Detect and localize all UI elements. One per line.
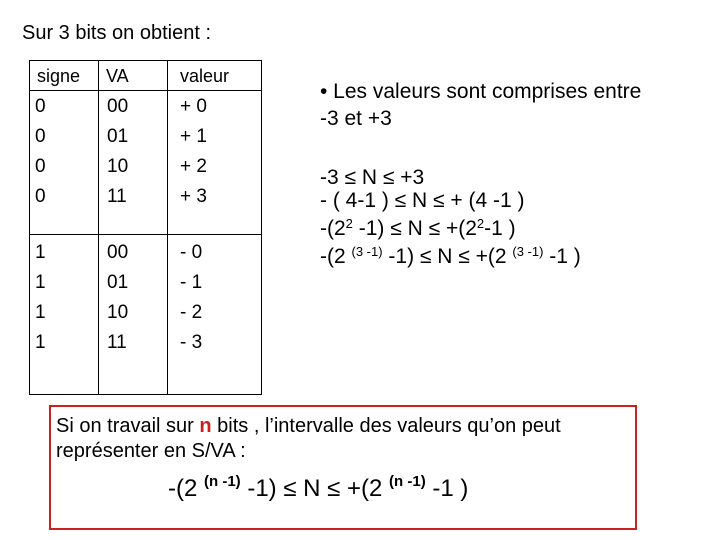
- table-border-left: [29, 60, 30, 395]
- header-signe: signe: [37, 66, 81, 86]
- table-border-right: [261, 60, 262, 395]
- va-negative-cell: 00 01 10 11: [107, 242, 129, 353]
- valeur-positive-cell: + 0 + 1 + 2 + 3: [180, 96, 207, 207]
- conclusion-text: Si on travail sur n bits , l’intervalle des valeurs qu’on peut représenter en S/VA :: [56, 415, 561, 462]
- inequality-line-4: -(2 $^{(3 -1)}$ -1) ≤ N ≤ +(2 $^{(3 -1)}$ -1 ): [320, 244, 581, 268]
- header-valeur: valeur: [180, 66, 230, 86]
- signe-negative-cell: 1 1 1 1: [35, 242, 46, 353]
- general-formula: -(2 $^{(n -1)}$ -1) ≤ N ≤ +(2 $^{(n -1)}$ -1 ): [168, 473, 469, 502]
- valeur-negative-cell: - 0 - 1 - 2 - 3: [180, 242, 203, 353]
- va-positive-cell: 00 01 10 11: [107, 96, 129, 207]
- inequality-line-3: $-(2^2$ $-1) \le N \le +(2^2-1$ ): [320, 216, 516, 240]
- inequality-line-2: - ( 4-1 ) ≤ N ≤ + (4 -1 ): [320, 189, 525, 212]
- table-divider-1: [98, 60, 99, 395]
- page-heading: Sur 3 bits on obtient :: [22, 22, 212, 44]
- table-border-bottom: [29, 394, 262, 395]
- table-divider-2: [167, 60, 168, 395]
- inequality-line-1: -3 ≤ N ≤ +3: [320, 166, 425, 189]
- range-bullet: • Les valeurs sont comprises entre -3 et +3: [320, 80, 642, 130]
- header-va: VA: [106, 66, 129, 86]
- values-table: [29, 60, 262, 395]
- table-header-rule: [29, 90, 262, 91]
- table-border-top: [29, 60, 262, 61]
- signe-positive-cell: 0 0 0 0: [35, 96, 46, 207]
- inequality-block: [320, 166, 581, 268]
- table-group-rule: [29, 234, 262, 235]
- n-variable: n: [199, 415, 212, 437]
